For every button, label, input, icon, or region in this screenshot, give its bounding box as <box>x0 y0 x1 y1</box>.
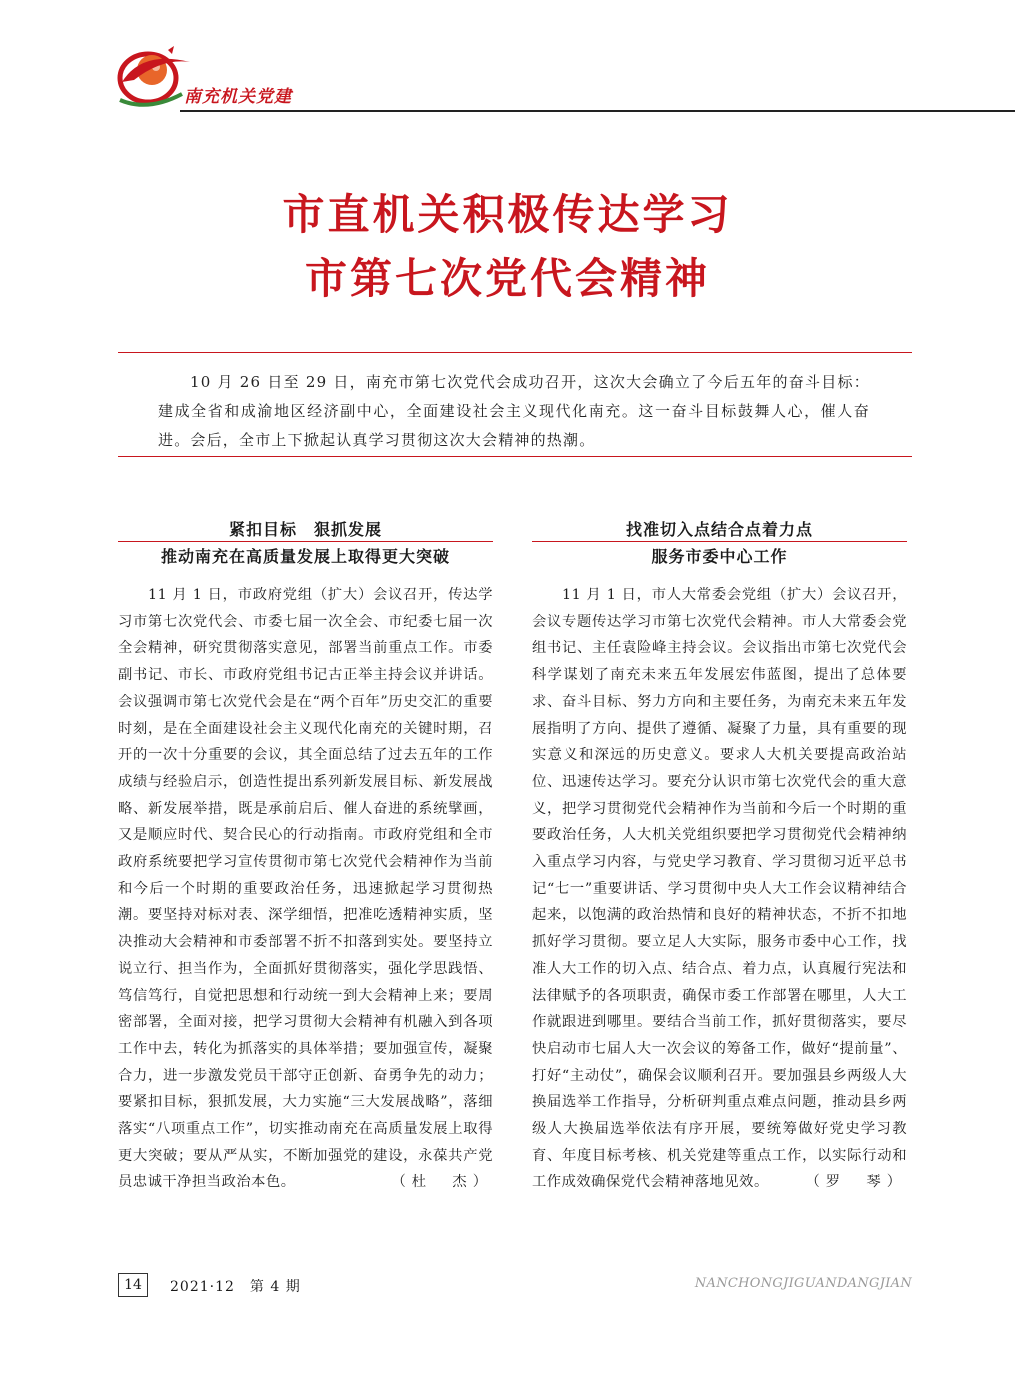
page-header <box>0 0 1015 125</box>
summary-top-rule <box>118 352 912 353</box>
section-body-text: 11 月 1 日，市人大常委会党组（扩大）会议召开，会议专题传达学习市第七次党代会精神。市人大常委会党组书记、主任袁险峰主持会议。会议指出市第七次党代会科学谋划了南充未来五年发展宏伟蓝图，提出了总体要求、奋斗目标、努力方向和主要任务，为南充未来五年发展指明了方向、提供了遵循、凝聚了力量，具有重要的现实意义和深远的历史意义。要求人大机关要提高政治站位、迅速传达学习。要充分认识市第七次党代会的重大意义，把学习贯彻党代会精神作为当前和今后一个时期的重要政治任务，人大机关党组织要把学习贯彻党代会精神纳入重点学习内容，与党史学习教育、学习贯彻习近平总书记“七一”重要讲话、学习贯彻中央人大工作会议精神结合起来，以饱满的政治热情和良好的精神状态，不折不扣地抓好学习贯彻。要立足人大实际，服务市委中心工作，找准人大工作的切入点、结合点、着力点，认真履行宪法和法律赋予的各项职责，确保市委工作部署在哪里，人大工作就跟进到哪里。要结合当前工作，抓好贯彻落实，要尽快启动市七届人大一次会议的筹备工作，做好“提前量”、打好“主动仗”，确保会议顺利召开。要加强县乡两级人大换届选举工作指导，分析研判重点难点问题，推动县乡两级人大换届选举依法有序开展，要统筹做好党史学习教育、年度目标考核、机关党建等重点工作，以实际行动和工作成效确保党代会精神落地见效。 <box>532 587 907 1191</box>
section-subtitle: 服务市委中心工作 <box>651 547 788 566</box>
section-author: （杜 杰） <box>391 1174 493 1191</box>
section-body <box>118 582 493 1196</box>
summary-bottom-rule <box>118 456 912 457</box>
article-title-line1: 市直机关积极传达学习 <box>282 190 733 239</box>
magazine-name-en: NANCHONGJIGUANDANGJIAN <box>694 1276 912 1291</box>
page-number: 14 <box>118 1273 148 1297</box>
section-body <box>532 582 907 1196</box>
header-rule <box>180 110 1015 112</box>
section-title: 找准切入点结合点着力点 <box>625 520 813 539</box>
section-author: （罗 琴） <box>805 1174 907 1191</box>
article-summary: 10 月 26 日至 29 日，南充市第七次党代会成功召开，这次大会确立了今后五年的奋斗目标：建成全省和成渝地区经济副中心，全面建设社会主义现代化南充。这一奋斗目标鼓舞人心，催人奋进。会后，全市上下掀起认真学习贯彻这次大会精神的热潮。 <box>158 373 870 449</box>
party-emblem-swoosh-logo <box>112 40 192 112</box>
section-body-text: 11 月 1 日，市政府党组（扩大）会议召开，传达学习市第七次党代会、市委七届一次全会、市纪委七届一次全会精神，研究贯彻落实意见，部署当前重点工作。市委副书记、市长、市政府党组书记古正举主持会议并讲话。会议强调市第七次党代会是在“两个百年”历史交汇的重要时刻，是在全面建设社会主义现代化南充的关键时期，召开的一次十分重要的会议，其全面总结了过去五年的工作成绩与经验启示，创造性提出系列新发展目标、新发展战略、新发展举措，既是承前启后、催人奋进的系统擘画，又是顺应时代、契合民心的行动指南。市政府党组和全市政府系统要把学习宣传贯彻市第七次党代会精神作为当前和今后一个时期的重要政治任务，迅速掀起学习贯彻热潮。要坚持对标对表、深学细悟，把准吃透精神实质，坚决推动大会精神和市委部署不折不扣落到实处。要坚持立说立行、担当作为，全面抓好贯彻落实，强化学思践悟、笃信笃行，自觉把思想和行动统一到大会精神上来；要周密部署，全面对接，把学习贯彻大会精神有机融入到各项工作中去，转化为抓落实的具体举措；要加强宣传，凝聚合力，进一步激发党员干部守正创新、奋勇争先的动力；要紧扣目标，狠抓发展，大力实施“三大发展战略”，落细落实“八项重点工作”，切实推动南充在高质量发展上取得更大突破；要从严从实，不断加强党的建设，永葆共产党员忠诚干净担当政治本色。 <box>118 587 493 1191</box>
article-title-line2: 市第七次党代会精神 <box>304 254 710 303</box>
issue-info: 2021·12 第 4 期 <box>170 1279 301 1295</box>
section-subtitle: 推动南充在高质量发展上取得更大突破 <box>160 547 450 566</box>
section-left-column <box>118 518 493 1196</box>
magazine-name: 南充机关党建 <box>184 87 292 107</box>
section-title: 紧扣目标 狠抓发展 <box>228 520 382 539</box>
section-right-column <box>532 518 907 1196</box>
